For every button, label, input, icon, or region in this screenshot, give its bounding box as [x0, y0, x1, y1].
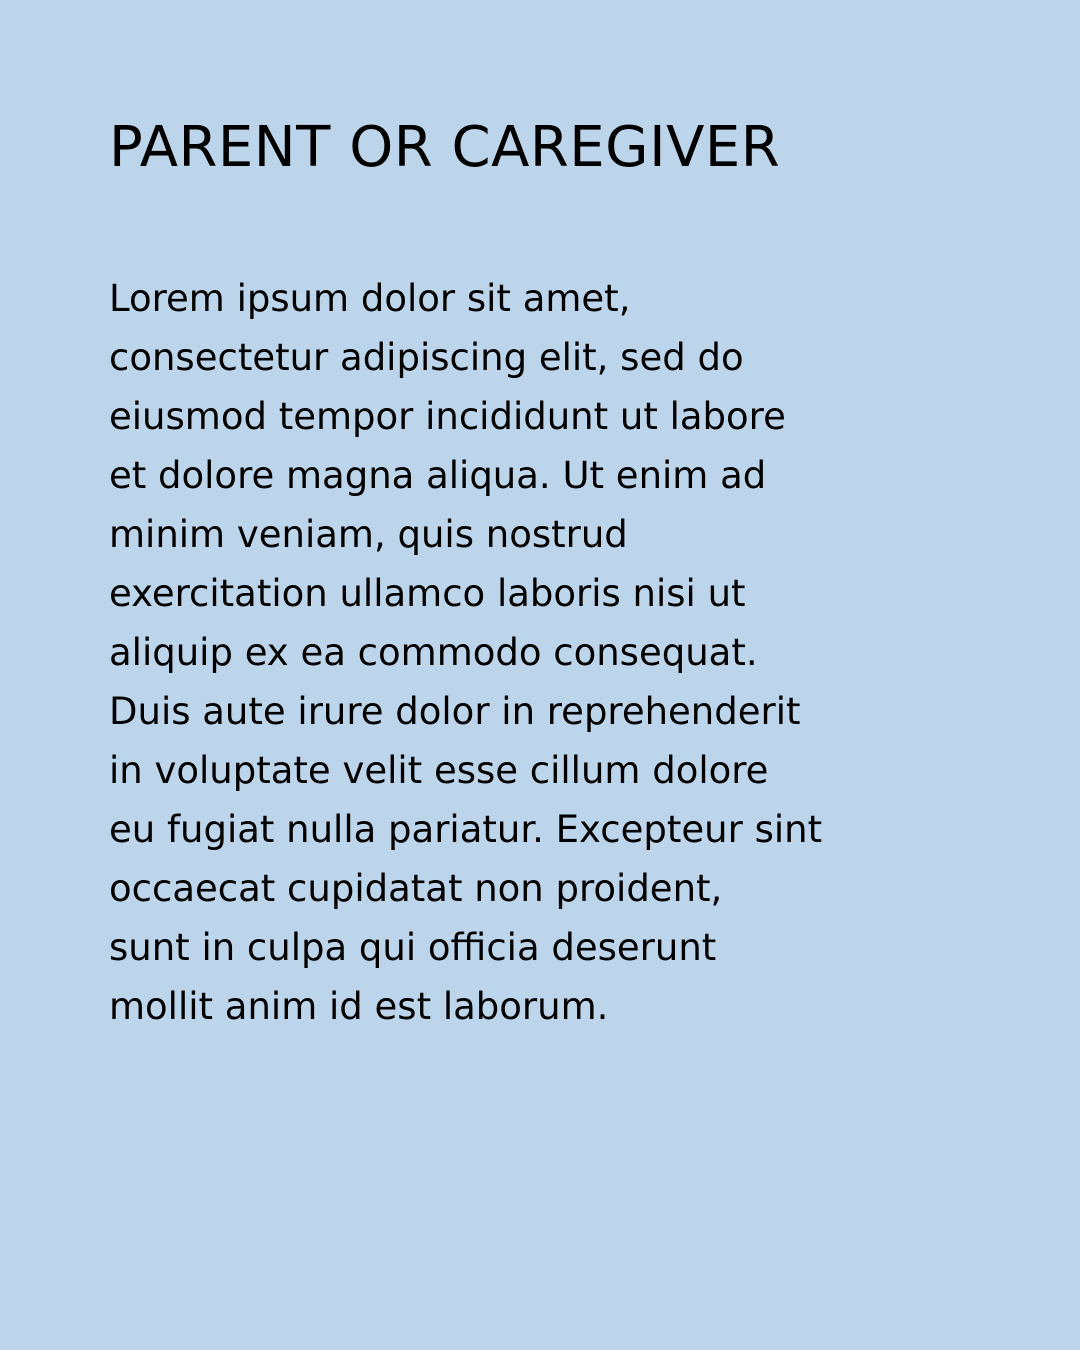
body-line: exercitation ullamco laboris nisi ut — [109, 572, 746, 615]
body-line: eu fugiat nulla pariatur. Excepteur sint — [109, 808, 823, 851]
body-line: aliquip ex ea commodo consequat. — [109, 631, 758, 674]
body-line: minim veniam, quis nostrud — [109, 513, 628, 556]
body-line: occaecat cupidatat non proident, — [109, 867, 723, 910]
body-line: eiusmod tempor incididunt ut labore — [109, 395, 786, 438]
body-line: mollit anim id est laborum. — [109, 985, 609, 1028]
body-line: Lorem ipsum dolor sit amet, — [109, 277, 631, 320]
body-paragraph — [109, 269, 849, 1036]
body-line: consectetur adipiscing elit, sed do — [109, 336, 744, 379]
body-line: sunt in culpa qui officia deserunt — [109, 926, 717, 969]
body-line: in voluptate velit esse cillum dolore — [109, 749, 769, 792]
body-line: et dolore magna aliqua. Ut enim ad — [109, 454, 767, 497]
page-title: PARENT OR CAREGIVER — [109, 115, 781, 180]
body-line: Duis aute irure dolor in reprehenderit — [109, 690, 801, 733]
